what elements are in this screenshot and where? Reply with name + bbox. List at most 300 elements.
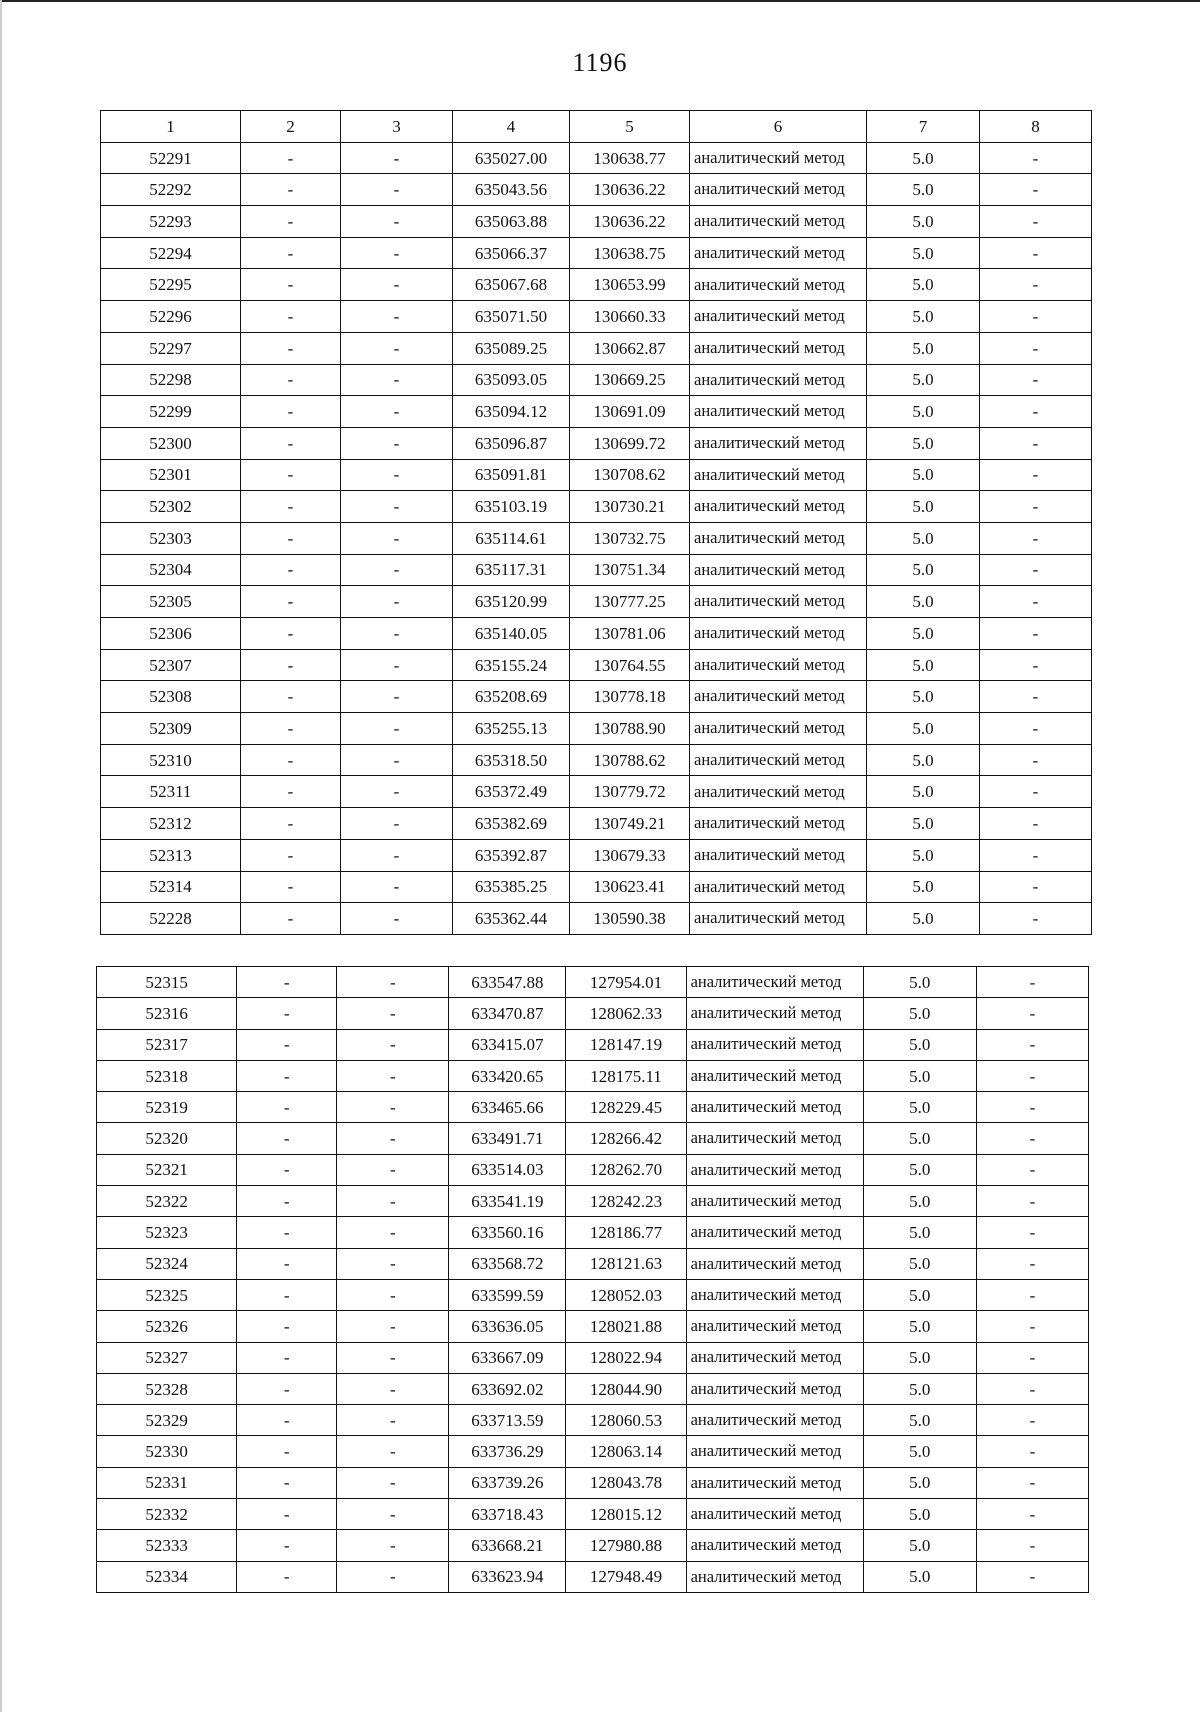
cell-y-coordinate: 130662.87 [570, 332, 690, 364]
cell-method: аналитический метод [686, 1123, 863, 1154]
cell-y-coordinate: 130778.18 [570, 681, 690, 713]
cell-accuracy: 5.0 [867, 332, 980, 364]
cell-accuracy: 5.0 [863, 967, 976, 998]
cell-y-coordinate: 130788.90 [570, 713, 690, 745]
cell-col-8: - [980, 427, 1092, 459]
cell-col-3: - [341, 681, 453, 713]
cell-col-2: - [241, 649, 341, 681]
cell-col-2: - [241, 903, 341, 935]
cell-col-3: - [337, 1217, 449, 1248]
cell-point-number: 52326 [97, 1311, 237, 1342]
cell-method: аналитический метод [686, 1060, 863, 1091]
cell-point-number: 52312 [101, 808, 241, 840]
cell-point-number: 52304 [101, 554, 241, 586]
cell-col-3: - [341, 332, 453, 364]
cell-accuracy: 5.0 [867, 174, 980, 206]
cell-col-3: - [337, 1092, 449, 1123]
cell-x-coordinate: 635091.81 [453, 459, 570, 491]
cell-x-coordinate: 635089.25 [453, 332, 570, 364]
cell-col-3: - [341, 142, 453, 174]
cell-col-3: - [341, 713, 453, 745]
cell-y-coordinate: 130730.21 [570, 491, 690, 523]
cell-point-number: 52293 [101, 206, 241, 238]
cell-method: аналитический метод [686, 1499, 863, 1530]
cell-col-8: - [980, 681, 1092, 713]
cell-y-coordinate: 130623.41 [570, 871, 690, 903]
cell-col-8: - [976, 1217, 1088, 1248]
cell-col-3: - [341, 839, 453, 871]
cell-col-2: - [241, 491, 341, 523]
cell-y-coordinate: 128022.94 [566, 1342, 686, 1373]
cell-y-coordinate: 128175.11 [566, 1060, 686, 1091]
table-row [101, 776, 1092, 808]
cell-accuracy: 5.0 [863, 1279, 976, 1310]
cell-x-coordinate: 633599.59 [449, 1279, 566, 1310]
cell-y-coordinate: 127980.88 [566, 1530, 686, 1561]
cell-col-8: - [980, 332, 1092, 364]
cell-x-coordinate: 633491.71 [449, 1123, 566, 1154]
cell-col-3: - [341, 903, 453, 935]
table-row [101, 744, 1092, 776]
cell-method: аналитический метод [686, 1467, 863, 1498]
cell-col-2: - [237, 1530, 337, 1561]
cell-y-coordinate: 128060.53 [566, 1405, 686, 1436]
cell-x-coordinate: 635155.24 [453, 649, 570, 681]
cell-col-3: - [337, 1123, 449, 1154]
cell-x-coordinate: 633541.19 [449, 1186, 566, 1217]
cell-col-8: - [976, 1154, 1088, 1185]
cell-col-8: - [980, 871, 1092, 903]
cell-col-8: - [980, 459, 1092, 491]
cell-col-8: - [976, 1186, 1088, 1217]
cell-col-2: - [237, 1436, 337, 1467]
cell-method: аналитический метод [690, 713, 867, 745]
cell-col-3: - [337, 967, 449, 998]
table-row [97, 1217, 1089, 1248]
cell-col-8: - [980, 269, 1092, 301]
cell-col-3: - [337, 1248, 449, 1279]
cell-accuracy: 5.0 [863, 1248, 976, 1279]
cell-x-coordinate: 635063.88 [453, 206, 570, 238]
cell-col-8: - [976, 1405, 1088, 1436]
cell-point-number: 52301 [101, 459, 241, 491]
cell-point-number: 52305 [101, 586, 241, 618]
cell-x-coordinate: 633718.43 [449, 1499, 566, 1530]
cell-col-8: - [980, 618, 1092, 650]
table-row [101, 839, 1092, 871]
cell-col-2: - [237, 1154, 337, 1185]
cell-col-2: - [237, 1342, 337, 1373]
table-row [101, 713, 1092, 745]
cell-point-number: 52311 [101, 776, 241, 808]
cell-y-coordinate: 128266.42 [566, 1123, 686, 1154]
cell-method: аналитический метод [686, 1217, 863, 1248]
cell-col-3: - [341, 776, 453, 808]
cell-col-8: - [976, 998, 1088, 1029]
cell-point-number: 52303 [101, 522, 241, 554]
header-cell: 4 [453, 111, 570, 143]
cell-col-2: - [241, 744, 341, 776]
cell-col-8: - [980, 206, 1092, 238]
cell-col-3: - [341, 174, 453, 206]
cell-col-3: - [337, 1029, 449, 1060]
cell-y-coordinate: 128186.77 [566, 1217, 686, 1248]
cell-point-number: 52327 [97, 1342, 237, 1373]
cell-col-2: - [241, 839, 341, 871]
cell-col-3: - [341, 459, 453, 491]
cell-point-number: 52296 [101, 301, 241, 333]
cell-method: аналитический метод [690, 618, 867, 650]
cell-col-2: - [241, 364, 341, 396]
cell-y-coordinate: 128063.14 [566, 1436, 686, 1467]
cell-accuracy: 5.0 [867, 808, 980, 840]
table-row [101, 649, 1092, 681]
cell-x-coordinate: 633415.07 [449, 1029, 566, 1060]
cell-x-coordinate: 635117.31 [453, 554, 570, 586]
cell-point-number: 52291 [101, 142, 241, 174]
cell-y-coordinate: 128015.12 [566, 1499, 686, 1530]
cell-col-8: - [980, 396, 1092, 428]
table-row [101, 142, 1092, 174]
cell-accuracy: 5.0 [867, 713, 980, 745]
cell-method: аналитический метод [690, 459, 867, 491]
cell-y-coordinate: 130636.22 [570, 174, 690, 206]
cell-x-coordinate: 635362.44 [453, 903, 570, 935]
cell-method: аналитический метод [690, 871, 867, 903]
cell-col-3: - [337, 1436, 449, 1467]
cell-x-coordinate: 635392.87 [453, 839, 570, 871]
cell-accuracy: 5.0 [863, 998, 976, 1029]
cell-method: аналитический метод [690, 332, 867, 364]
cell-method: аналитический метод [686, 1248, 863, 1279]
cell-method: аналитический метод [686, 1530, 863, 1561]
cell-accuracy: 5.0 [867, 618, 980, 650]
cell-y-coordinate: 127954.01 [566, 967, 686, 998]
table-row [101, 332, 1092, 364]
cell-x-coordinate: 635093.05 [453, 364, 570, 396]
cell-accuracy: 5.0 [867, 586, 980, 618]
table-row [97, 1123, 1089, 1154]
cell-col-2: - [237, 1373, 337, 1404]
cell-y-coordinate: 128147.19 [566, 1029, 686, 1060]
cell-point-number: 52319 [97, 1092, 237, 1123]
cell-method: аналитический метод [686, 1154, 863, 1185]
cell-x-coordinate: 633636.05 [449, 1311, 566, 1342]
table-row [101, 301, 1092, 333]
cell-x-coordinate: 633739.26 [449, 1467, 566, 1498]
cell-accuracy: 5.0 [863, 1530, 976, 1561]
cell-method: аналитический метод [690, 142, 867, 174]
cell-method: аналитический метод [690, 554, 867, 586]
cell-x-coordinate: 633667.09 [449, 1342, 566, 1373]
cell-col-8: - [980, 903, 1092, 935]
cell-method: аналитический метод [690, 491, 867, 523]
cell-y-coordinate: 130590.38 [570, 903, 690, 935]
cell-col-8: - [980, 364, 1092, 396]
cell-method: аналитический метод [686, 1436, 863, 1467]
cell-method: аналитический метод [690, 427, 867, 459]
cell-y-coordinate: 128043.78 [566, 1467, 686, 1498]
cell-col-3: - [341, 554, 453, 586]
cell-col-2: - [237, 998, 337, 1029]
cell-col-3: - [337, 1279, 449, 1310]
cell-col-8: - [976, 1092, 1088, 1123]
cell-accuracy: 5.0 [867, 396, 980, 428]
cell-method: аналитический метод [690, 586, 867, 618]
cell-accuracy: 5.0 [863, 1217, 976, 1248]
table-row [97, 967, 1089, 998]
cell-accuracy: 5.0 [867, 237, 980, 269]
cell-col-8: - [976, 1123, 1088, 1154]
table-row [101, 681, 1092, 713]
cell-col-8: - [976, 1060, 1088, 1091]
cell-x-coordinate: 633470.87 [449, 998, 566, 1029]
cell-col-8: - [976, 1029, 1088, 1060]
cell-x-coordinate: 635043.56 [453, 174, 570, 206]
cell-col-2: - [241, 332, 341, 364]
cell-method: аналитический метод [690, 522, 867, 554]
cell-method: аналитический метод [690, 776, 867, 808]
cell-accuracy: 5.0 [863, 1436, 976, 1467]
cell-method: аналитический метод [690, 269, 867, 301]
cell-accuracy: 5.0 [867, 301, 980, 333]
cell-col-8: - [980, 174, 1092, 206]
table-row [97, 1436, 1089, 1467]
header-cell: 8 [980, 111, 1092, 143]
cell-y-coordinate: 128229.45 [566, 1092, 686, 1123]
cell-col-2: - [237, 1186, 337, 1217]
cell-accuracy: 5.0 [863, 1092, 976, 1123]
coordinates-table-2 [96, 966, 1089, 1593]
cell-y-coordinate: 130660.33 [570, 301, 690, 333]
header-cell: 5 [570, 111, 690, 143]
cell-y-coordinate: 128021.88 [566, 1311, 686, 1342]
cell-y-coordinate: 130781.06 [570, 618, 690, 650]
cell-accuracy: 5.0 [863, 1123, 976, 1154]
cell-col-2: - [241, 713, 341, 745]
cell-col-3: - [337, 998, 449, 1029]
cell-col-2: - [241, 586, 341, 618]
cell-col-8: - [976, 1373, 1088, 1404]
cell-y-coordinate: 128052.03 [566, 1279, 686, 1310]
cell-y-coordinate: 130779.72 [570, 776, 690, 808]
cell-col-8: - [980, 808, 1092, 840]
cell-x-coordinate: 633668.21 [449, 1530, 566, 1561]
cell-point-number: 52315 [97, 967, 237, 998]
cell-col-3: - [341, 649, 453, 681]
cell-col-8: - [976, 1248, 1088, 1279]
cell-point-number: 52307 [101, 649, 241, 681]
cell-point-number: 52333 [97, 1530, 237, 1561]
header-cell: 1 [101, 111, 241, 143]
table-row [97, 1154, 1089, 1185]
cell-col-8: - [976, 1342, 1088, 1373]
cell-col-2: - [241, 206, 341, 238]
cell-y-coordinate: 128242.23 [566, 1186, 686, 1217]
cell-point-number: 52322 [97, 1186, 237, 1217]
table-row [97, 998, 1089, 1029]
cell-y-coordinate: 130777.25 [570, 586, 690, 618]
cell-y-coordinate: 127948.49 [566, 1561, 686, 1592]
cell-y-coordinate: 130638.77 [570, 142, 690, 174]
cell-y-coordinate: 130749.21 [570, 808, 690, 840]
cell-col-2: - [237, 1217, 337, 1248]
cell-y-coordinate: 130669.25 [570, 364, 690, 396]
cell-col-8: - [976, 1311, 1088, 1342]
cell-col-3: - [341, 301, 453, 333]
cell-y-coordinate: 128262.70 [566, 1154, 686, 1185]
cell-accuracy: 5.0 [867, 491, 980, 523]
cell-col-8: - [976, 1499, 1088, 1530]
cell-x-coordinate: 635094.12 [453, 396, 570, 428]
cell-accuracy: 5.0 [863, 1561, 976, 1592]
cell-col-3: - [337, 1311, 449, 1342]
cell-col-8: - [976, 967, 1088, 998]
cell-method: аналитический метод [686, 1092, 863, 1123]
cell-col-8: - [980, 522, 1092, 554]
cell-method: аналитический метод [690, 649, 867, 681]
cell-method: аналитический метод [690, 206, 867, 238]
cell-point-number: 52300 [101, 427, 241, 459]
cell-point-number: 52325 [97, 1279, 237, 1310]
cell-col-8: - [980, 744, 1092, 776]
cell-col-3: - [337, 1499, 449, 1530]
cell-x-coordinate: 635382.69 [453, 808, 570, 840]
cell-accuracy: 5.0 [867, 142, 980, 174]
table-row [97, 1499, 1089, 1530]
header-cell: 7 [867, 111, 980, 143]
coordinates-table-1 [100, 110, 1092, 935]
cell-point-number: 52316 [97, 998, 237, 1029]
cell-col-2: - [241, 808, 341, 840]
cell-x-coordinate: 633736.29 [449, 1436, 566, 1467]
cell-col-2: - [237, 1561, 337, 1592]
cell-method: аналитический метод [690, 301, 867, 333]
cell-col-2: - [237, 1248, 337, 1279]
cell-point-number: 52318 [97, 1060, 237, 1091]
table-row [101, 586, 1092, 618]
cell-x-coordinate: 635067.68 [453, 269, 570, 301]
cell-y-coordinate: 130653.99 [570, 269, 690, 301]
cell-col-8: - [980, 586, 1092, 618]
cell-col-3: - [337, 1405, 449, 1436]
cell-y-coordinate: 130691.09 [570, 396, 690, 428]
cell-x-coordinate: 635096.87 [453, 427, 570, 459]
cell-method: аналитический метод [690, 744, 867, 776]
cell-col-3: - [341, 871, 453, 903]
cell-x-coordinate: 635027.00 [453, 142, 570, 174]
cell-col-3: - [337, 1154, 449, 1185]
cell-col-8: - [976, 1467, 1088, 1498]
cell-y-coordinate: 130699.72 [570, 427, 690, 459]
cell-col-2: - [241, 681, 341, 713]
cell-accuracy: 5.0 [867, 427, 980, 459]
table-row [101, 554, 1092, 586]
cell-col-2: - [237, 1405, 337, 1436]
cell-col-3: - [337, 1530, 449, 1561]
cell-point-number: 52302 [101, 491, 241, 523]
cell-col-8: - [976, 1279, 1088, 1310]
cell-col-3: - [341, 364, 453, 396]
cell-y-coordinate: 130636.22 [570, 206, 690, 238]
cell-point-number: 52297 [101, 332, 241, 364]
cell-col-3: - [337, 1060, 449, 1091]
cell-col-8: - [980, 649, 1092, 681]
cell-accuracy: 5.0 [863, 1029, 976, 1060]
table-row [97, 1467, 1089, 1498]
header-cell: 6 [690, 111, 867, 143]
cell-col-3: - [341, 237, 453, 269]
table-row [97, 1405, 1089, 1436]
table-row [101, 459, 1092, 491]
cell-x-coordinate: 635255.13 [453, 713, 570, 745]
cell-point-number: 52321 [97, 1154, 237, 1185]
cell-x-coordinate: 635372.49 [453, 776, 570, 808]
cell-point-number: 52309 [101, 713, 241, 745]
cell-accuracy: 5.0 [863, 1405, 976, 1436]
cell-col-2: - [241, 427, 341, 459]
cell-point-number: 52308 [101, 681, 241, 713]
cell-col-2: - [237, 1311, 337, 1342]
cell-accuracy: 5.0 [867, 364, 980, 396]
cell-method: аналитический метод [686, 1279, 863, 1310]
cell-col-2: - [237, 1029, 337, 1060]
cell-col-8: - [976, 1530, 1088, 1561]
table-row [101, 491, 1092, 523]
cell-col-2: - [241, 269, 341, 301]
cell-point-number: 52334 [97, 1561, 237, 1592]
cell-col-2: - [241, 618, 341, 650]
cell-point-number: 52331 [97, 1467, 237, 1498]
cell-x-coordinate: 635120.99 [453, 586, 570, 618]
table-row [101, 871, 1092, 903]
cell-col-2: - [237, 1060, 337, 1091]
cell-x-coordinate: 633465.66 [449, 1092, 566, 1123]
table-row [101, 237, 1092, 269]
cell-accuracy: 5.0 [863, 1342, 976, 1373]
cell-method: аналитический метод [686, 998, 863, 1029]
cell-x-coordinate: 635385.25 [453, 871, 570, 903]
cell-y-coordinate: 130708.62 [570, 459, 690, 491]
cell-col-3: - [341, 396, 453, 428]
cell-x-coordinate: 635318.50 [453, 744, 570, 776]
cell-accuracy: 5.0 [867, 776, 980, 808]
cell-accuracy: 5.0 [867, 744, 980, 776]
table-row [97, 1029, 1089, 1060]
cell-accuracy: 5.0 [867, 522, 980, 554]
table-row [101, 206, 1092, 238]
cell-accuracy: 5.0 [863, 1499, 976, 1530]
cell-col-2: - [237, 1092, 337, 1123]
cell-point-number: 52324 [97, 1248, 237, 1279]
cell-accuracy: 5.0 [867, 269, 980, 301]
cell-col-8: - [980, 237, 1092, 269]
cell-col-3: - [341, 586, 453, 618]
cell-accuracy: 5.0 [867, 903, 980, 935]
table-row [97, 1311, 1089, 1342]
cell-col-3: - [341, 618, 453, 650]
cell-accuracy: 5.0 [863, 1154, 976, 1185]
table-row [101, 808, 1092, 840]
cell-method: аналитический метод [686, 1561, 863, 1592]
cell-col-3: - [341, 744, 453, 776]
table-row [97, 1530, 1089, 1561]
cell-y-coordinate: 128062.33 [566, 998, 686, 1029]
cell-x-coordinate: 633560.16 [449, 1217, 566, 1248]
cell-col-2: - [241, 459, 341, 491]
cell-method: аналитический метод [686, 1405, 863, 1436]
cell-col-3: - [337, 1342, 449, 1373]
